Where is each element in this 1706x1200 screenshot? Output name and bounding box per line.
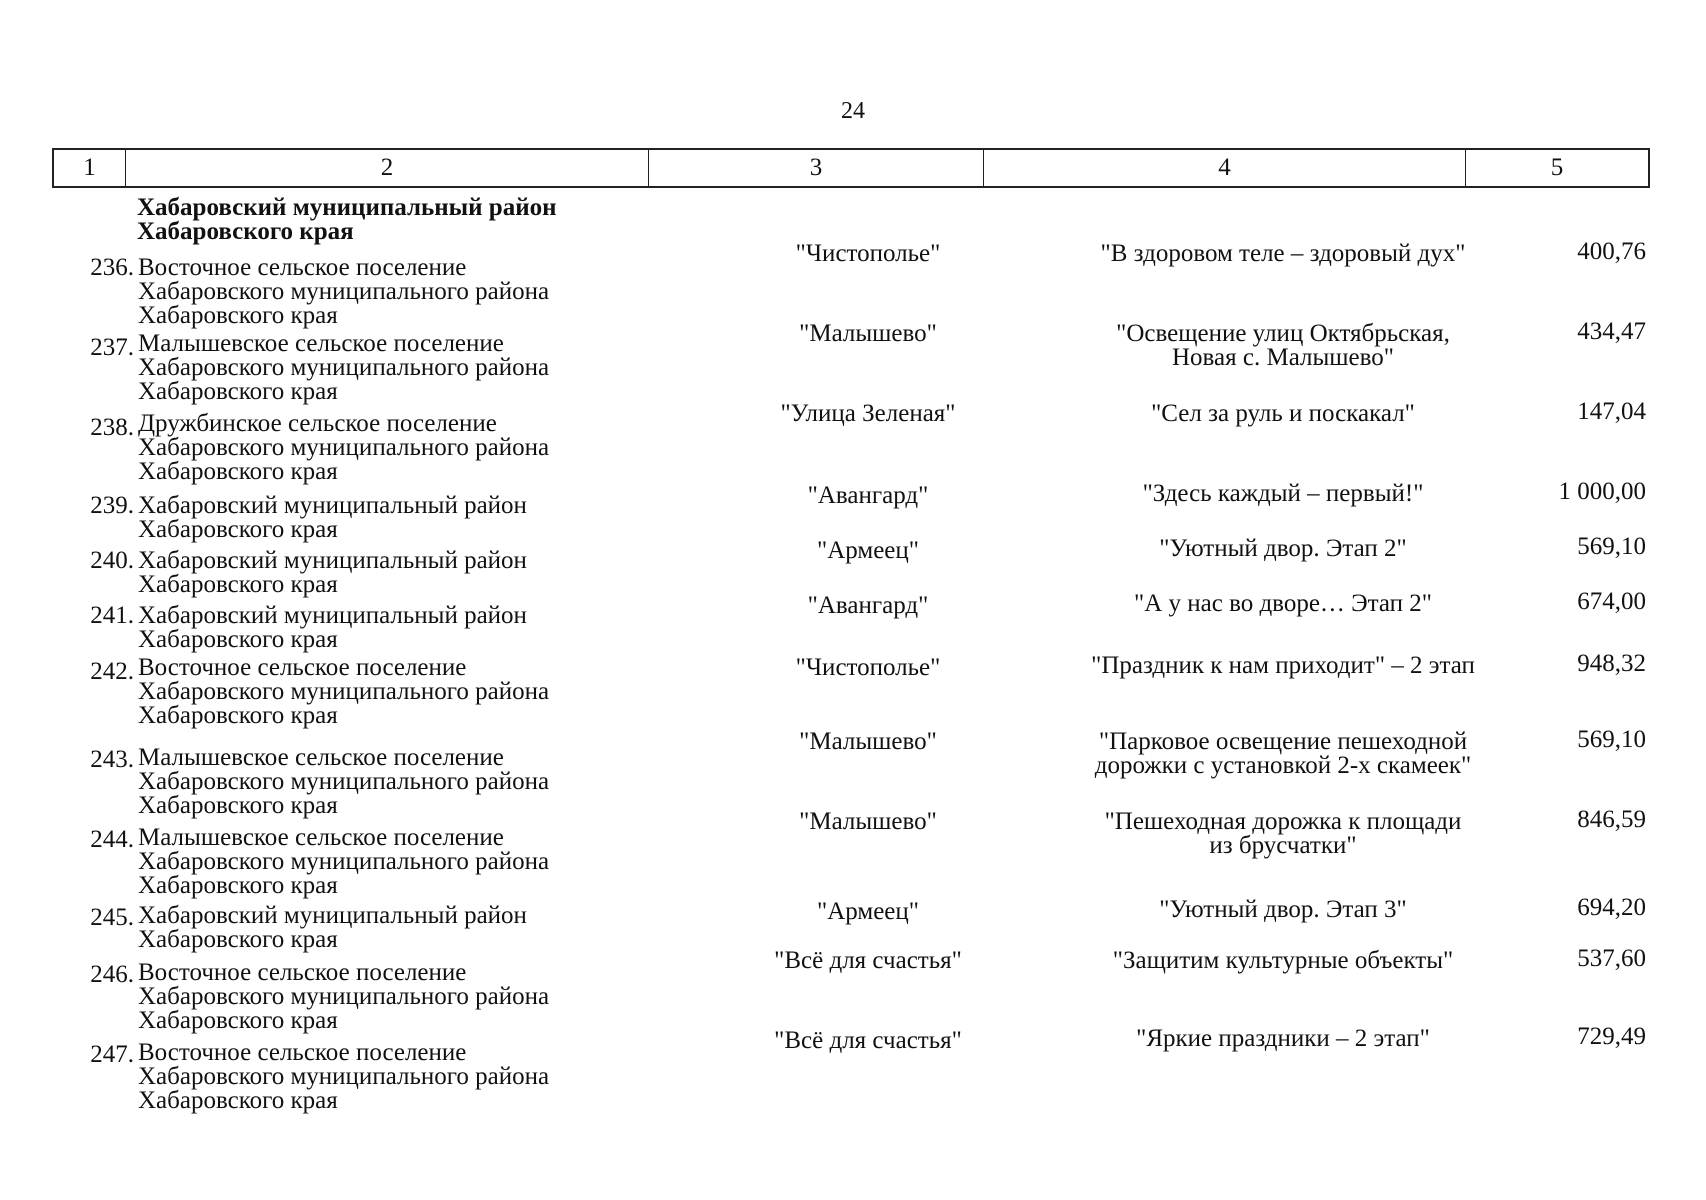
header-cell-2: 2 [126,150,649,186]
row-title: "Здесь каждый – первый!" [1142,480,1424,507]
row-code: "Малышево" [799,728,937,755]
row-name: Восточное сельское поселение Хабаровского муниципального района Хабаровского края [138,254,550,329]
row-number: 237. [90,334,134,361]
row-title: "Освещение улиц Октябрьская, Новая с. Малышево" [1116,320,1450,371]
row-amount: 400,76 [1577,238,1646,265]
row-title: "Пешеходная дорожка к площади из брусчатки" [1104,808,1462,859]
header-cell-4: 4 [984,150,1466,186]
row-number: 246. [90,961,134,988]
page-number: 24 [841,98,865,124]
row-amount: 1 000,00 [1558,478,1646,505]
row-title: "Парковое освещение пешеходной дорожки с установкой 2-х скамеек" [1094,728,1472,779]
row-title: "Яркие праздники – 2 этап" [1136,1025,1430,1052]
header-cell-1: 1 [54,150,126,186]
row-title: "А у нас во дворе… Этап 2" [1134,590,1432,617]
row-number: 238. [90,414,134,441]
row-name: Малышевское сельское поселение Хабаровского муниципального района Хабаровского края [138,824,550,899]
row-number: 243. [90,746,134,773]
row-amount: 846,59 [1577,806,1646,833]
row-number: 240. [90,547,134,574]
row-code: "Авангард" [807,482,929,509]
header-cell-5: 5 [1550,154,1564,181]
row-amount: 948,32 [1577,650,1646,677]
row-number: 244. [90,826,134,853]
row-name: Малышевское сельское поселение Хабаровского муниципального района Хабаровского края [138,330,550,405]
row-amount: 147,04 [1577,398,1646,425]
row-code: "Всё для счастья" [774,1027,962,1054]
row-name: Восточное сельское поселение Хабаровского муниципального района Хабаровского края [138,1039,550,1114]
row-name: Восточное сельское поселение Хабаровского муниципального района Хабаровского края [138,654,550,729]
row-code: "Армеец" [817,537,919,564]
row-code: "Улица Зеленая" [780,400,956,427]
row-number: 236. [90,254,134,281]
row-name: Дружбинское сельское поселение Хабаровского муниципального района Хабаровского края [138,410,550,485]
row-amount: 674,00 [1577,588,1646,615]
row-name: Хабаровский муниципальный район Хабаровского края [138,902,527,953]
row-code: "Армеец" [817,898,919,925]
row-name: Хабаровский муниципальный район Хабаровского края [138,602,527,653]
row-title: "В здоровом теле – здоровый дух" [1100,240,1466,267]
row-number: 242. [90,658,134,685]
row-code: "Всё для счастья" [774,947,962,974]
row-code: "Малышево" [799,320,937,347]
row-title: "Сел за руль и поскакал" [1151,400,1415,427]
row-amount: 729,49 [1577,1023,1646,1050]
row-amount: 569,10 [1577,726,1646,753]
row-title: "Защитим культурные объекты" [1112,947,1454,974]
row-amount: 694,20 [1577,894,1646,921]
row-name: Восточное сельское поселение Хабаровского муниципального района Хабаровского края [138,959,550,1034]
row-amount: 537,60 [1577,945,1646,972]
row-name: Хабаровский муниципальный район Хабаровского края [138,547,527,598]
row-number: 247. [90,1041,134,1068]
row-code: "Чистополье" [795,654,941,681]
row-title: "Уютный двор. Этап 3" [1159,896,1407,923]
row-code: "Чистополье" [795,240,941,267]
table-header [52,148,1650,188]
row-number: 245. [90,904,134,931]
row-code: "Малышево" [799,808,937,835]
row-amount: 434,47 [1577,318,1646,345]
row-title: "Праздник к нам приходит" – 2 этап [1091,652,1475,679]
section-title: Хабаровский муниципальный район Хабаровского края [137,194,557,245]
row-title: "Уютный двор. Этап 2" [1159,535,1407,562]
row-name: Малышевское сельское поселение Хабаровского муниципального района Хабаровского края [138,744,550,819]
row-number: 239. [90,492,134,519]
row-name: Хабаровский муниципальный район Хабаровского края [138,492,527,543]
row-code: "Авангард" [807,592,929,619]
row-number: 241. [90,602,134,629]
header-cell-3: 3 [649,150,984,186]
row-amount: 569,10 [1577,533,1646,560]
